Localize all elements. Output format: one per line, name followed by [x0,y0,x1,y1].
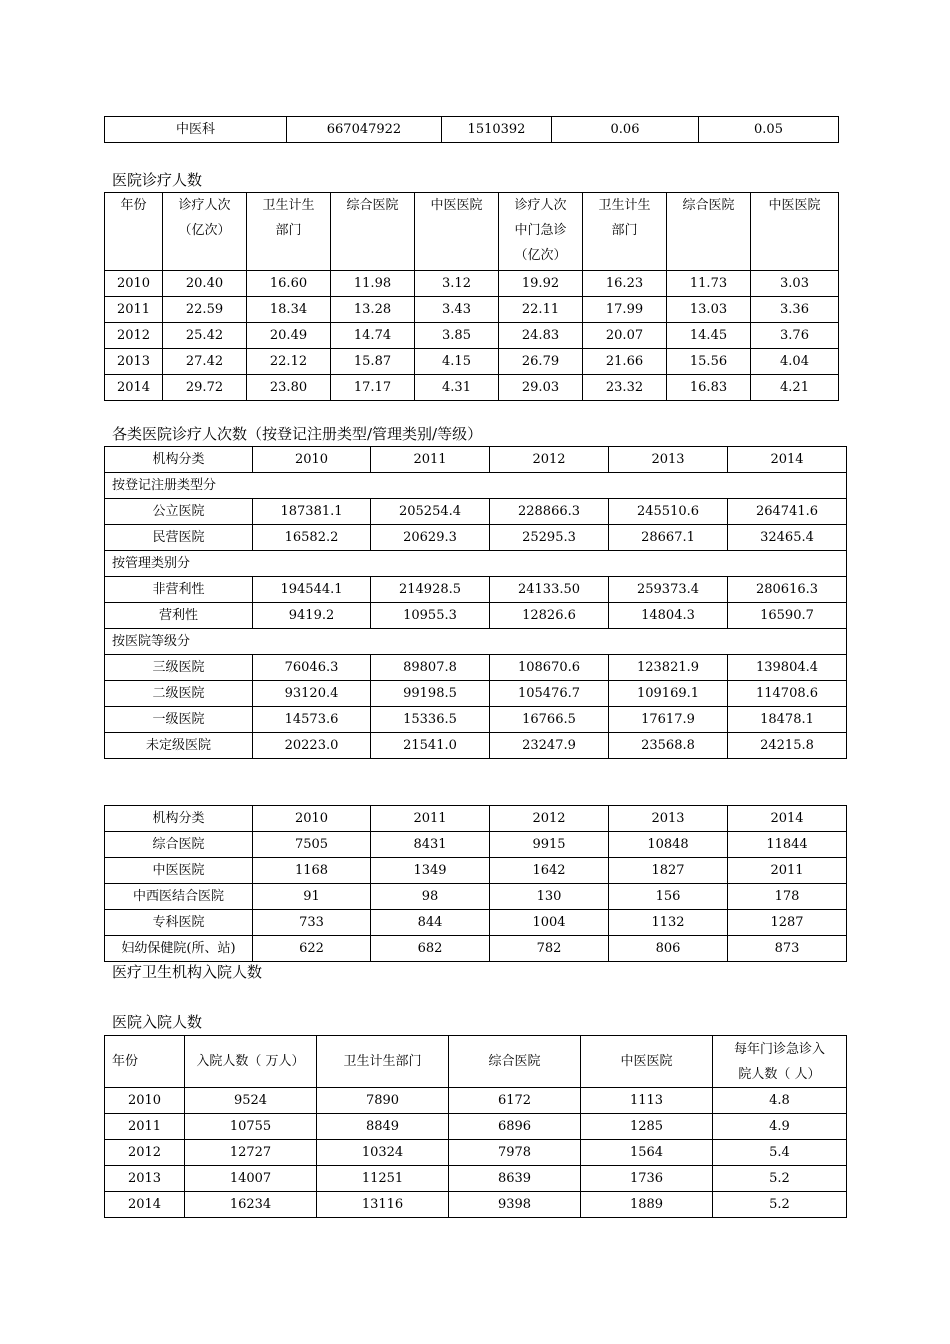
table-cell: 21541.0 [371,733,490,759]
table-row [105,707,847,733]
table-cell: 8639 [449,1166,581,1192]
column-header [713,1036,847,1088]
table-cell: 1889 [581,1192,713,1218]
table-cell: 123821.9 [609,655,728,681]
table-cell: 公立医院 [105,499,253,525]
table-cell: 2014 [728,447,847,473]
table-row [105,323,839,349]
table-row [105,858,847,884]
table-cell: 259373.4 [609,577,728,603]
table-cell: 3.03 [751,271,839,297]
column-header: 综合医院 [449,1036,581,1088]
table-cell: 2011 [728,858,847,884]
table-cell: 营利性 [105,603,253,629]
table-cell: 1113 [581,1088,713,1114]
table-header-row [105,806,847,832]
table-cell: 9419.2 [253,603,371,629]
table-cell: 109169.1 [609,681,728,707]
table-cell: 9524 [185,1088,317,1114]
table-cell: 29.03 [499,375,583,401]
table-row [105,577,847,603]
table-cell: 16.60 [247,271,331,297]
table-row [105,603,847,629]
table-row [105,271,839,297]
table-cell: 9398 [449,1192,581,1218]
table-cell: 中西医结合医院 [105,884,253,910]
table-cell: 13116 [317,1192,449,1218]
table-row [105,1192,847,1218]
table-cell: 民营医院 [105,525,253,551]
table-cell: 19.92 [499,271,583,297]
table-cell: 2012 [490,447,609,473]
table-cell: 194544.1 [253,577,371,603]
table-cell: 中医科 [105,117,287,143]
table-cell: 非营利性 [105,577,253,603]
table-cell: 3.76 [751,323,839,349]
column-header-text: 每年门诊急诊入 院人数（ 人） [733,1041,825,1082]
table-cell: 667047922 [287,117,442,143]
table-cell: 17.17 [331,375,415,401]
table-cell: 机构分类 [105,447,253,473]
table-header-row [105,447,847,473]
table-cell: 4.8 [713,1088,847,1114]
table-cell: 1004 [490,910,609,936]
group-row [105,551,847,577]
column-header: 年份 [105,193,163,271]
table-cell: 264741.6 [728,499,847,525]
table-cell: 89807.8 [371,655,490,681]
table-cell: 0.06 [552,117,699,143]
table-cell: 22.12 [247,349,331,375]
table-cell: 245510.6 [609,499,728,525]
table-cell: 1285 [581,1114,713,1140]
table-row [105,117,839,143]
table-cell: 26.79 [499,349,583,375]
table-cell: 27.42 [163,349,247,375]
table-cell: 综合医院 [105,832,253,858]
table-cell: 17617.9 [609,707,728,733]
table-row [105,525,847,551]
table-cell: 108670.6 [490,655,609,681]
table-cell: 6172 [449,1088,581,1114]
column-header-text: 卫生计生 部门 [262,198,315,238]
table-cell: 4.21 [751,375,839,401]
column-header [247,193,331,271]
table-cell: 机构分类 [105,806,253,832]
by-type-table [104,446,847,759]
table-cell: 1132 [609,910,728,936]
table-cell: 23247.9 [490,733,609,759]
table-cell: 1642 [490,858,609,884]
table-cell: 2014 [105,1192,185,1218]
table-cell: 139804.4 [728,655,847,681]
table-cell: 23.32 [583,375,667,401]
column-header-text: 诊疗人次 中门急诊 （亿次） [514,198,567,263]
group-label: 按管理类别分 [105,551,847,577]
table-cell: 91 [253,884,371,910]
table-cell: 2011 [105,1114,185,1140]
table-cell: 20.07 [583,323,667,349]
table-cell: 20223.0 [253,733,371,759]
table-cell: 17.99 [583,297,667,323]
visits-table [104,192,839,401]
table-cell: 2011 [105,297,163,323]
by-type-title: 各类医院诊疗人次数（按登记注册类型/管理类别/等级） [112,425,483,443]
table-cell: 4.31 [415,375,499,401]
group-row [105,629,847,655]
table-row [105,375,839,401]
column-header-text: 诊疗人次 （亿次） [178,198,231,238]
table-cell: 782 [490,936,609,962]
table-cell: 178 [728,884,847,910]
table-cell: 14804.3 [609,603,728,629]
table-cell: 1827 [609,858,728,884]
table-cell: 1287 [728,910,847,936]
table-cell: 5.2 [713,1192,847,1218]
table-row [105,936,847,962]
table-cell: 8431 [371,832,490,858]
inpatients-table [104,1035,847,1218]
table-cell: 2012 [105,323,163,349]
table-row [105,297,839,323]
table-cell: 20629.3 [371,525,490,551]
table-header-row [105,193,839,271]
table-cell: 130 [490,884,609,910]
table-cell: 2013 [609,806,728,832]
table-cell: 三级医院 [105,655,253,681]
inpatients-section-title: 医疗卫生机构入院人数 [112,963,263,981]
table-cell: 24215.8 [728,733,847,759]
column-header: 综合医院 [667,193,751,271]
table-cell: 2011 [371,806,490,832]
table-cell: 18478.1 [728,707,847,733]
table-row [105,681,847,707]
table-cell: 15.56 [667,349,751,375]
table-cell: 76046.3 [253,655,371,681]
table-cell: 15336.5 [371,707,490,733]
table-cell: 7505 [253,832,371,858]
table-cell: 3.43 [415,297,499,323]
table-cell: 205254.4 [371,499,490,525]
column-header: 年份 [105,1036,185,1088]
table-cell: 妇幼保健院(所、站) [105,936,253,962]
column-header: 卫生计生部门 [317,1036,449,1088]
table-cell: 16.83 [667,375,751,401]
table-cell: 2012 [105,1140,185,1166]
table-cell: 214928.5 [371,577,490,603]
column-header [499,193,583,271]
inpatients-title: 医院入院人数 [112,1013,203,1031]
column-header [583,193,667,271]
top-row-table-wrap [104,116,839,143]
table-cell: 14573.6 [253,707,371,733]
table-cell: 4.04 [751,349,839,375]
table-cell: 22.11 [499,297,583,323]
table-row [105,1140,847,1166]
table-cell: 844 [371,910,490,936]
table-cell: 10755 [185,1114,317,1140]
column-header: 中医医院 [581,1036,713,1088]
table-row [105,1166,847,1192]
table-cell: 11.98 [331,271,415,297]
table-cell: 2014 [105,375,163,401]
table-cell: 9915 [490,832,609,858]
table-cell: 23568.8 [609,733,728,759]
by-type-table-wrap [104,446,847,759]
column-header: 中医医院 [751,193,839,271]
table-cell: 2010 [105,1088,185,1114]
table-cell: 24133.50 [490,577,609,603]
table-cell: 15.87 [331,349,415,375]
table-cell: 2010 [105,271,163,297]
table-cell: 6896 [449,1114,581,1140]
table-cell: 873 [728,936,847,962]
table-row [105,733,847,759]
table-cell: 32465.4 [728,525,847,551]
table-row [105,1088,847,1114]
column-header: 中医医院 [415,193,499,271]
table-row [105,655,847,681]
table-cell: 3.12 [415,271,499,297]
table-cell: 5.4 [713,1140,847,1166]
table-cell: 24.83 [499,323,583,349]
table-cell: 1736 [581,1166,713,1192]
table-cell: 99198.5 [371,681,490,707]
table-cell: 806 [609,936,728,962]
table-cell: 12727 [185,1140,317,1166]
table-cell: 7978 [449,1140,581,1166]
table-cell: 16766.5 [490,707,609,733]
table-cell: 1349 [371,858,490,884]
table-row [105,884,847,910]
counts-table [104,805,847,962]
table-cell: 29.72 [163,375,247,401]
table-cell: 187381.1 [253,499,371,525]
table-header-row [105,1036,847,1088]
group-label: 按医院等级分 [105,629,847,655]
table-cell: 专科医院 [105,910,253,936]
table-cell: 2014 [728,806,847,832]
table-cell: 28667.1 [609,525,728,551]
table-cell: 16234 [185,1192,317,1218]
table-cell: 16582.2 [253,525,371,551]
table-cell: 1168 [253,858,371,884]
table-cell: 622 [253,936,371,962]
table-cell: 2010 [253,447,371,473]
table-row [105,1114,847,1140]
table-cell: 11844 [728,832,847,858]
visits-title: 医院诊疗人数 [112,171,203,189]
table-cell: 2012 [490,806,609,832]
table-cell: 7890 [317,1088,449,1114]
table-cell: 2011 [371,447,490,473]
table-cell: 4.9 [713,1114,847,1140]
table-cell: 2010 [253,806,371,832]
column-header-text: 卫生计生 部门 [598,198,651,238]
counts-table-wrap [104,805,847,962]
table-cell: 228866.3 [490,499,609,525]
table-cell: 2013 [105,349,163,375]
table-cell: 14.74 [331,323,415,349]
table-cell: 98 [371,884,490,910]
table-row [105,349,839,375]
table-cell: 16590.7 [728,603,847,629]
table-cell: 0.05 [699,117,839,143]
table-cell: 二级医院 [105,681,253,707]
table-cell: 12826.6 [490,603,609,629]
table-cell: 3.85 [415,323,499,349]
inpatients-table-wrap [104,1035,847,1218]
table-cell: 10848 [609,832,728,858]
table-cell: 2013 [105,1166,185,1192]
table-cell: 13.03 [667,297,751,323]
table-cell: 156 [609,884,728,910]
table-cell: 14007 [185,1166,317,1192]
table-cell: 1564 [581,1140,713,1166]
group-row [105,473,847,499]
table-cell: 5.2 [713,1166,847,1192]
table-cell: 13.28 [331,297,415,323]
table-cell: 4.15 [415,349,499,375]
table-cell: 93120.4 [253,681,371,707]
table-cell: 682 [371,936,490,962]
table-cell: 2013 [609,447,728,473]
table-cell: 105476.7 [490,681,609,707]
group-label: 按登记注册类型分 [105,473,847,499]
table-cell: 10324 [317,1140,449,1166]
table-cell: 23.80 [247,375,331,401]
top-row-table [104,116,839,143]
visits-table-wrap [104,192,839,401]
table-cell: 114708.6 [728,681,847,707]
table-cell: 22.59 [163,297,247,323]
table-cell: 18.34 [247,297,331,323]
table-cell: 未定级医院 [105,733,253,759]
table-cell: 11251 [317,1166,449,1192]
table-cell: 一级医院 [105,707,253,733]
table-cell: 25.42 [163,323,247,349]
table-cell: 11.73 [667,271,751,297]
table-cell: 16.23 [583,271,667,297]
table-cell: 20.49 [247,323,331,349]
table-cell: 1510392 [442,117,552,143]
table-cell: 8849 [317,1114,449,1140]
table-cell: 25295.3 [490,525,609,551]
table-cell: 733 [253,910,371,936]
table-row [105,832,847,858]
column-header: 入院人数（ 万人） [185,1036,317,1088]
table-row [105,910,847,936]
table-cell: 280616.3 [728,577,847,603]
column-header: 综合医院 [331,193,415,271]
table-cell: 14.45 [667,323,751,349]
table-cell: 中医医院 [105,858,253,884]
table-cell: 10955.3 [371,603,490,629]
table-cell: 3.36 [751,297,839,323]
table-row [105,499,847,525]
table-cell: 20.40 [163,271,247,297]
column-header [163,193,247,271]
table-cell: 21.66 [583,349,667,375]
